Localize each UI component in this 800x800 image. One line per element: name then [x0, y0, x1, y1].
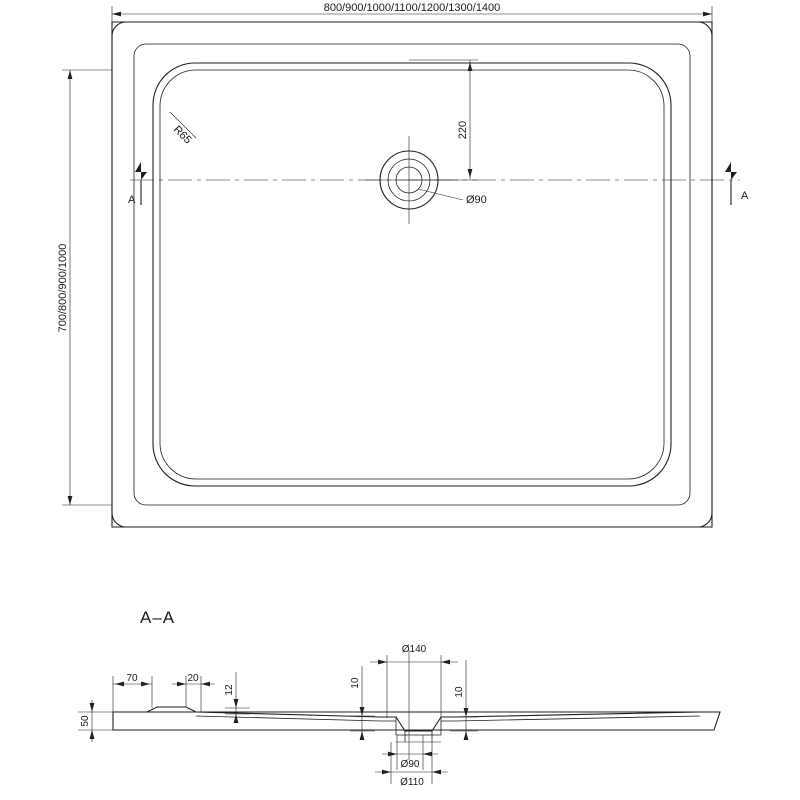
- plan-corner-radius-label: R65: [170, 123, 194, 147]
- plan-drain-leader: [418, 189, 463, 200]
- section-inner-depth-label: 12: [224, 684, 235, 696]
- section-bore-top-dimension: [370, 655, 458, 718]
- section-profile: [113, 650, 720, 760]
- plan-drain-offset-label: 220: [457, 120, 469, 140]
- section-depth-dimension: [225, 672, 250, 723]
- section-slope-left-label: 10: [350, 677, 361, 689]
- plan-length-dimension-label: 800/900/1000/1100/1200/1300/1400: [323, 2, 501, 14]
- section-flange-width-label: 70: [126, 673, 138, 684]
- section-bore-top-label: Ø140: [401, 644, 427, 655]
- section-marker-left-label: A: [128, 194, 136, 206]
- plan-basin-outline: [153, 63, 671, 486]
- plan-drain-diameter-label: Ø90: [466, 194, 487, 206]
- plan-step-outline: [134, 44, 690, 505]
- section-slope-right-label: 10: [454, 686, 465, 698]
- section-slope-right-dimension: [450, 660, 478, 740]
- plan-tray-outline: [112, 22, 712, 527]
- section-slope-left-dimension: [350, 666, 375, 740]
- section-title: A–A: [140, 608, 176, 627]
- plan-width-dimension-label: 700/800/900/1000: [57, 243, 69, 333]
- section-bore-mid-label: Ø90: [400, 759, 420, 770]
- section-total-height-label: 50: [80, 715, 91, 727]
- plan-left-dimension: [62, 70, 112, 505]
- section-marker-right-label: A: [741, 190, 749, 202]
- section-bore-bottom-label: Ø110: [400, 777, 424, 788]
- section-step-width-label: 20: [187, 673, 199, 684]
